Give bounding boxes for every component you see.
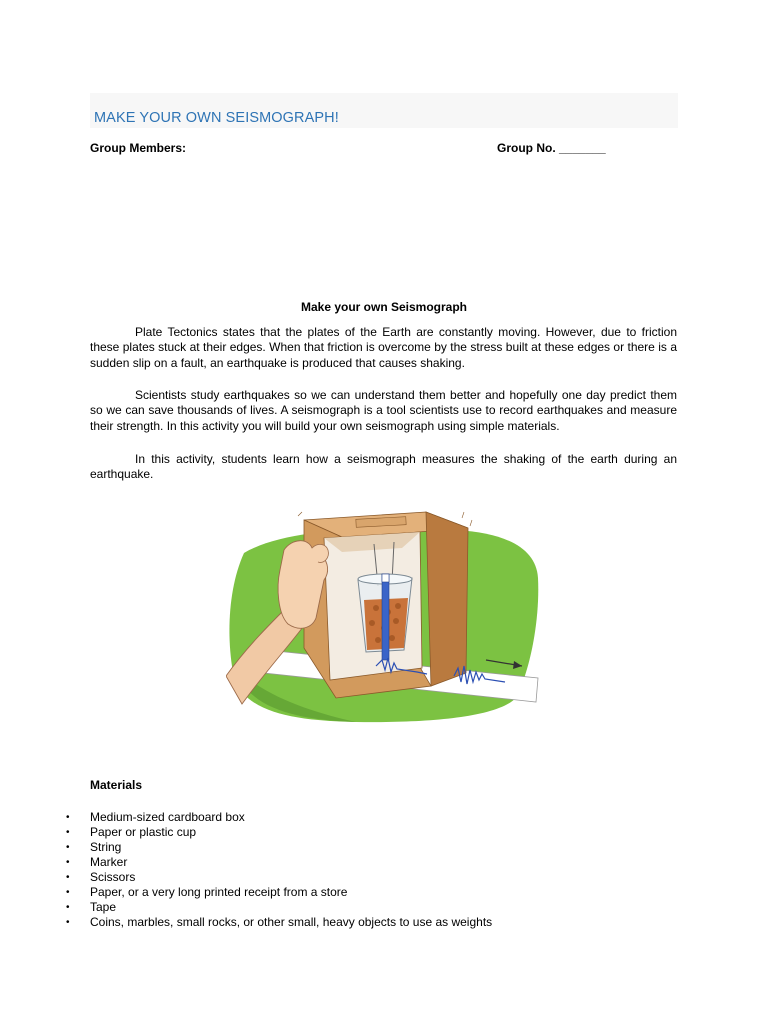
group-members-label: Group Members: (90, 141, 187, 155)
bullet-icon: • (66, 872, 70, 883)
box-side (426, 512, 468, 686)
bullet-icon: • (66, 812, 70, 823)
section-heading: Make your own Seismograph (300, 300, 468, 314)
bullet-icon: • (66, 917, 70, 928)
seismograph-illustration (226, 508, 540, 726)
paragraph-activity: In this activity, students learn how a seismograph measures the shaking of the earth during an earthquake. (90, 452, 677, 482)
bullet-icon: • (66, 827, 70, 838)
paragraph-scientists: Scientists study earthquakes so we can understand them better and hopefully one day predict them so we can save thousands of lives. A seismograph is a tool scientists use to record earthquakes and measure their strength. In this activity you will build your own seismograph using simple materials. (90, 388, 677, 433)
group-number-label: Group No. _______ (497, 141, 606, 155)
marker (382, 574, 389, 660)
bullet-icon: • (66, 842, 70, 853)
bullet-icon: • (66, 902, 70, 913)
bullet-icon: • (66, 887, 70, 898)
page-title: MAKE YOUR OWN SEISMOGRAPH! (94, 110, 339, 126)
marker-cap (382, 574, 389, 582)
paragraph-plate-tectonics: Plate Tectonics states that the plates of the Earth are constantly moving. However, due to friction these plates stuck at their edges. When that friction is overcome by the stress built at these edges or there is a sudden slip on a fault, an earthquake is produced that causes shaking. (90, 325, 677, 370)
materials-heading: Materials (90, 778, 143, 792)
bullet-icon: • (66, 857, 70, 868)
